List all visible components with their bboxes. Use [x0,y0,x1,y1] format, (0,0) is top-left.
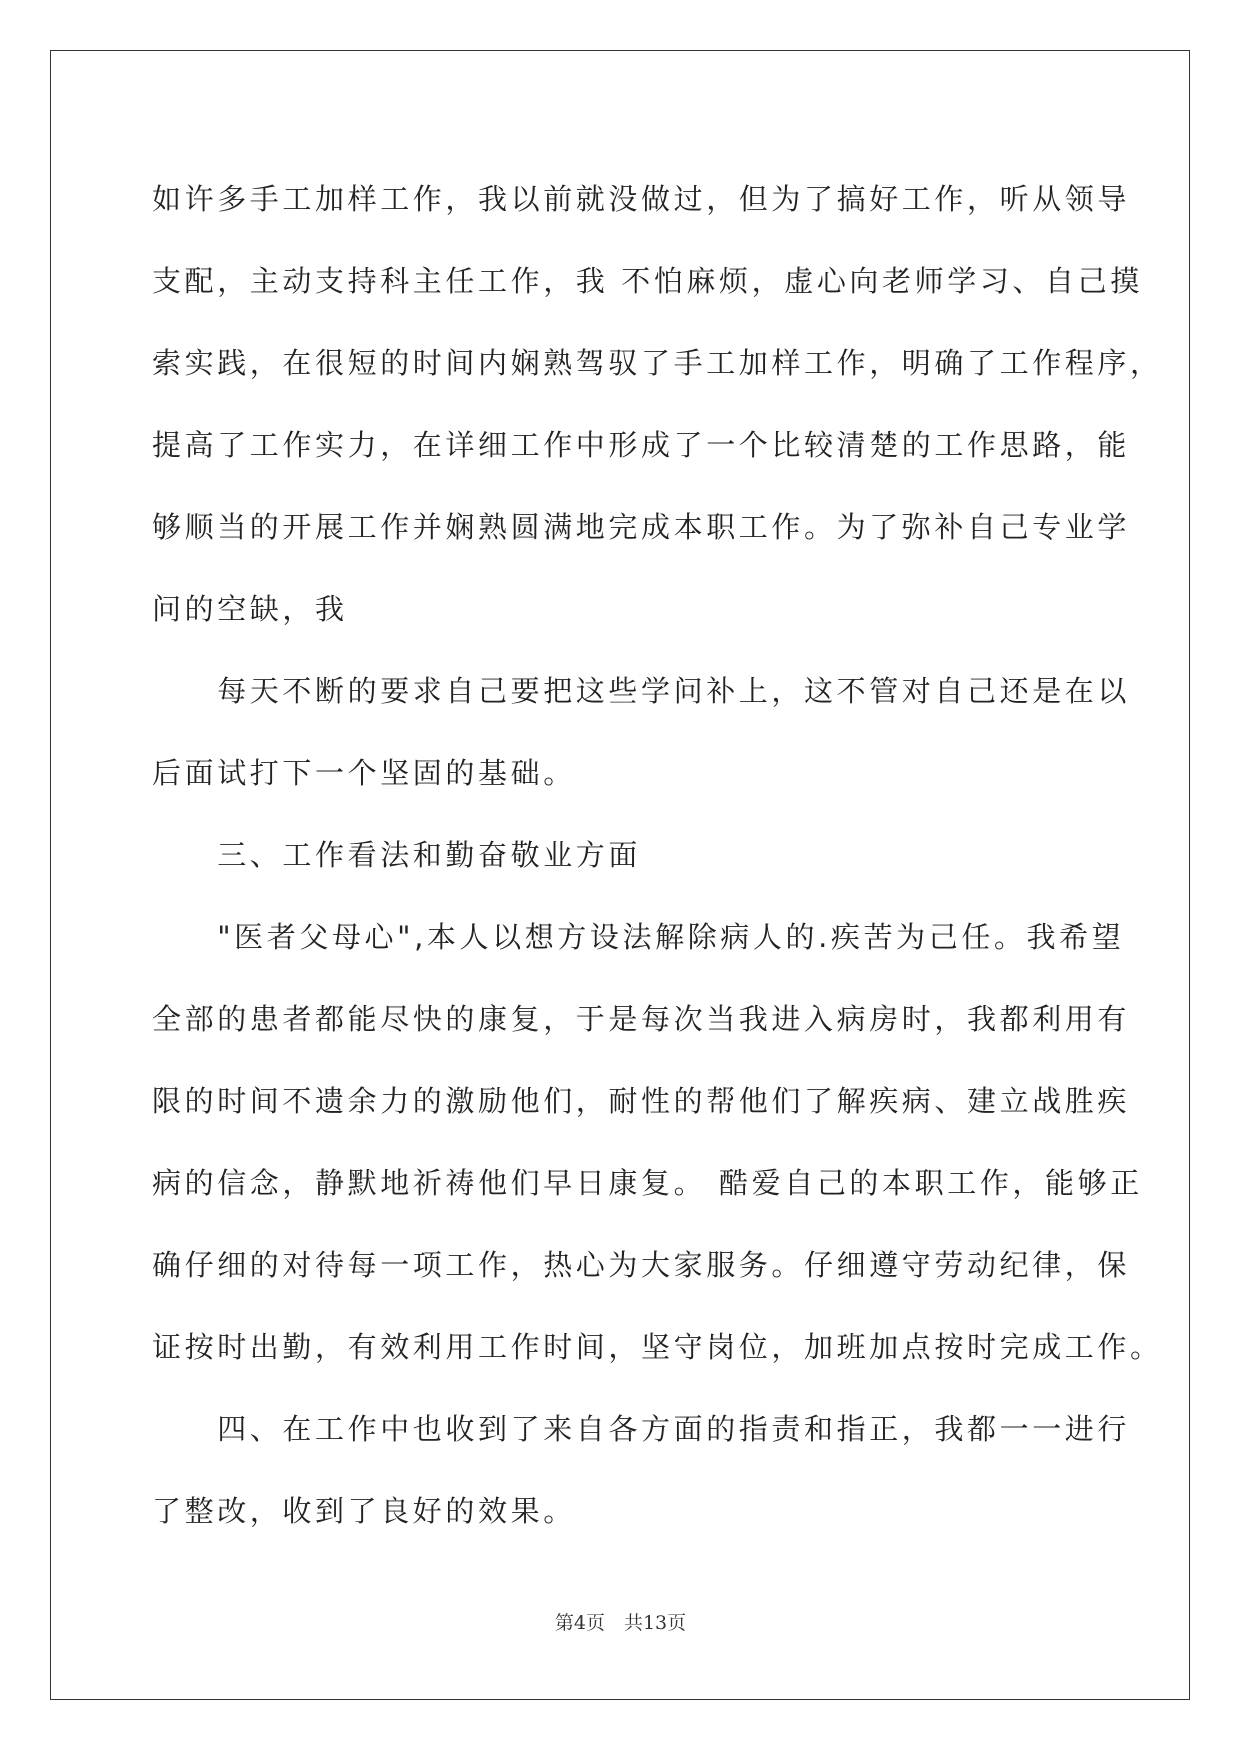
page-number-footer [0,1608,1241,1635]
text-line: 了整改，收到了良好的效果。 [152,1494,576,1528]
text-line: 支配，主动支持科主任工作，我 不怕麻烦，虚心向老师学习、自己摸 [152,264,1143,298]
text-line: 后面试打下一个坚固的基础。 [152,756,576,790]
text-line: 确仔细的对待每一项工作，热心为大家服务。仔细遵守劳动纪律，保 [152,1248,1131,1282]
text-line: 四、在工作中也收到了来自各方面的指责和指正，我都一一进行 [152,1412,1131,1446]
text-line: 证按时出勤，有效利用工作时间，坚守岗位，加班加点按时完成工作。 [152,1330,1163,1364]
text-line: 病的信念，静默地祈祷他们早日康复。 酷爱自己的本职工作，能够正 [152,1166,1143,1200]
page-number-label: 第4页 共13页 [554,1612,687,1634]
text-line: "医者父母心",本人以想方设法解除病人的.疾苦为己任。我希望 [152,920,1125,954]
section-heading: 三、工作看法和勤奋敬业方面 [152,838,642,872]
text-line: 每天不断的要求自己要把这些学问补上，这不管对自己还是在以 [152,674,1131,708]
text-line: 问的空缺，我 [152,592,348,626]
text-line: 提高了工作实力，在详细工作中形成了一个比较清楚的工作思路，能 [152,428,1131,462]
text-line: 全部的患者都能尽快的康复，于是每次当我进入病房时，我都利用有 [152,1002,1131,1036]
text-line: 够顺当的开展工作并娴熟圆满地完成本职工作。为了弥补自己专业学 [152,510,1131,544]
text-line: 如许多手工加样工作，我以前就没做过，但为了搞好工作，听从领导 [152,182,1131,216]
document-body [152,158,1163,1552]
text-line: 索实践，在很短的时间内娴熟驾驭了手工加样工作，明确了工作程序， [152,346,1163,380]
text-line: 限的时间不遗余力的激励他们，耐性的帮他们了解疾病、建立战胜疾 [152,1084,1131,1118]
